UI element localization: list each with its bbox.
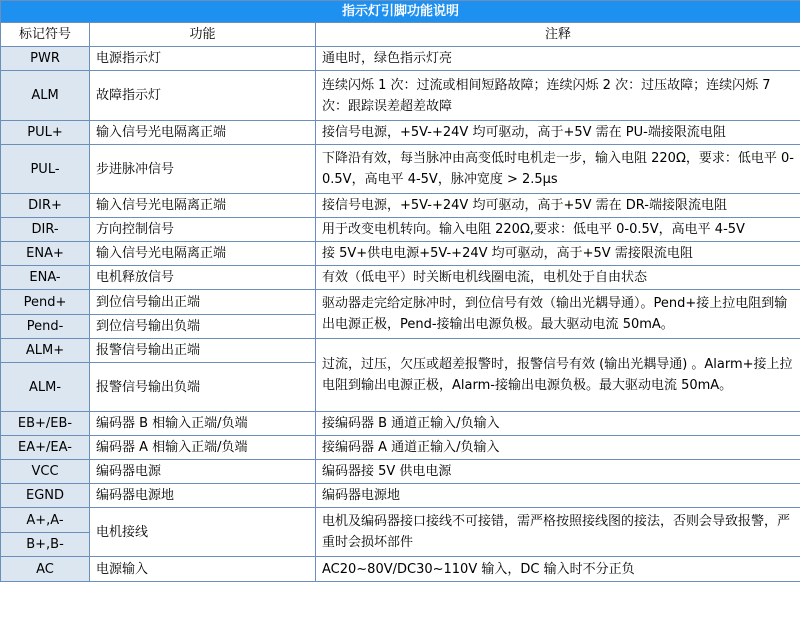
table-row — [1, 71, 800, 121]
symbol-cell: VCC — [1, 460, 90, 484]
function-cell: 到位信号输出负端 — [90, 315, 316, 339]
function-cell: 输入信号光电隔离正端 — [90, 194, 316, 218]
symbol-cell: ALM- — [1, 363, 90, 412]
table-row — [1, 47, 800, 71]
table-row — [1, 484, 800, 508]
function-cell: 报警信号输出负端 — [90, 363, 316, 412]
table-row — [1, 339, 800, 363]
function-cell: 编码器电源地 — [90, 484, 316, 508]
table-row — [1, 121, 800, 145]
note-cell: 接信号电源，+5V-+24V 均可驱动，高于+5V 需在 PU-端接限流电阻 — [316, 121, 800, 145]
function-cell: 编码器电源 — [90, 460, 316, 484]
symbol-cell: Pend+ — [1, 290, 90, 315]
symbol-cell: EA+/EA- — [1, 436, 90, 460]
function-cell: 电机接线 — [90, 508, 316, 557]
note-cell: AC20~80V/DC30~110V 输入，DC 输入时不分正负 — [316, 557, 800, 582]
note-cell: 驱动器走完给定脉冲时，到位信号有效（输出光耦导通）。Pend+接上拉电阻到输出电源正极，Pend-接输出电源负极。最大驱动电流 50mA。 — [316, 290, 800, 339]
symbol-cell: DIR+ — [1, 194, 90, 218]
note-cell: 下降沿有效，每当脉冲由高变低时电机走一步，输入电阻 220Ω，要求：低电平 0-0.5V，高电平 4-5V，脉冲宽度 > 2.5μs — [316, 145, 800, 194]
note-cell: 接 5V+供电电源+5V-+24V 均可驱动，高于+5V 需接限流电阻 — [316, 242, 800, 266]
table-title: 指示灯引脚功能说明 — [1, 1, 800, 23]
table-row — [1, 218, 800, 242]
function-cell: 报警信号输出正端 — [90, 339, 316, 363]
symbol-cell: EB+/EB- — [1, 412, 90, 436]
symbol-cell: B+,B- — [1, 533, 90, 557]
function-cell: 电源输入 — [90, 557, 316, 582]
function-cell: 电机释放信号 — [90, 266, 316, 290]
table-row — [1, 508, 800, 533]
note-cell: 电机及编码器接口接线不可接错，需严格按照接线图的接法，否则会导致报警，严重时会损坏部件 — [316, 508, 800, 557]
symbol-cell: ENA- — [1, 266, 90, 290]
symbol-cell: DIR- — [1, 218, 90, 242]
header-row — [1, 23, 800, 47]
symbol-cell: ENA+ — [1, 242, 90, 266]
table-row — [1, 194, 800, 218]
note-cell: 接编码器 A 通道正输入/负输入 — [316, 436, 800, 460]
symbol-cell: PUL- — [1, 145, 90, 194]
note-cell: 编码器电源地 — [316, 484, 800, 508]
symbol-cell: EGND — [1, 484, 90, 508]
function-cell: 输入信号光电隔离正端 — [90, 242, 316, 266]
symbol-cell: ALM — [1, 71, 90, 121]
function-cell: 输入信号光电隔离正端 — [90, 121, 316, 145]
function-cell: 编码器 B 相输入正端/负端 — [90, 412, 316, 436]
note-cell: 接信号电源，+5V-+24V 均可驱动，高于+5V 需在 DR-端接限流电阻 — [316, 194, 800, 218]
symbol-cell: ALM+ — [1, 339, 90, 363]
table-row — [1, 290, 800, 315]
table-row — [1, 266, 800, 290]
symbol-cell: Pend- — [1, 315, 90, 339]
note-cell: 连续闪烁 1 次：过流或相间短路故障；连续闪烁 2 次：过压故障；连续闪烁 7 次：跟踪误差超差故障 — [316, 71, 800, 121]
note-cell: 编码器接 5V 供电电源 — [316, 460, 800, 484]
table-row — [1, 460, 800, 484]
function-cell: 方向控制信号 — [90, 218, 316, 242]
function-cell: 到位信号输出正端 — [90, 290, 316, 315]
header-note: 注释 — [316, 23, 800, 47]
symbol-cell: AC — [1, 557, 90, 582]
function-cell: 故障指示灯 — [90, 71, 316, 121]
table-title-row — [1, 1, 800, 23]
note-cell: 有效（低电平）时关断电机线圈电流，电机处于自由状态 — [316, 266, 800, 290]
symbol-cell: PUL+ — [1, 121, 90, 145]
note-cell: 接编码器 B 通道正输入/负输入 — [316, 412, 800, 436]
header-function: 功能 — [90, 23, 316, 47]
symbol-cell: PWR — [1, 47, 90, 71]
header-symbol: 标记符号 — [1, 23, 90, 47]
function-cell: 编码器 A 相输入正端/负端 — [90, 436, 316, 460]
note-cell: 用于改变电机转向。输入电阻 220Ω,要求：低电平 0-0.5V，高电平 4-5V — [316, 218, 800, 242]
symbol-cell: A+,A- — [1, 508, 90, 533]
note-cell: 通电时，绿色指示灯亮 — [316, 47, 800, 71]
table-row — [1, 145, 800, 194]
table-row — [1, 557, 800, 582]
note-cell: 过流，过压，欠压或超差报警时，报警信号有效 (输出光耦导通) 。Alarm+接上拉电阻到输出电源正极，Alarm-接输出电源负极。最大驱动电流 50mA。 — [316, 339, 800, 412]
function-cell: 步进脉冲信号 — [90, 145, 316, 194]
function-cell: 电源指示灯 — [90, 47, 316, 71]
table-row — [1, 436, 800, 460]
table-row — [1, 242, 800, 266]
table-row — [1, 412, 800, 436]
